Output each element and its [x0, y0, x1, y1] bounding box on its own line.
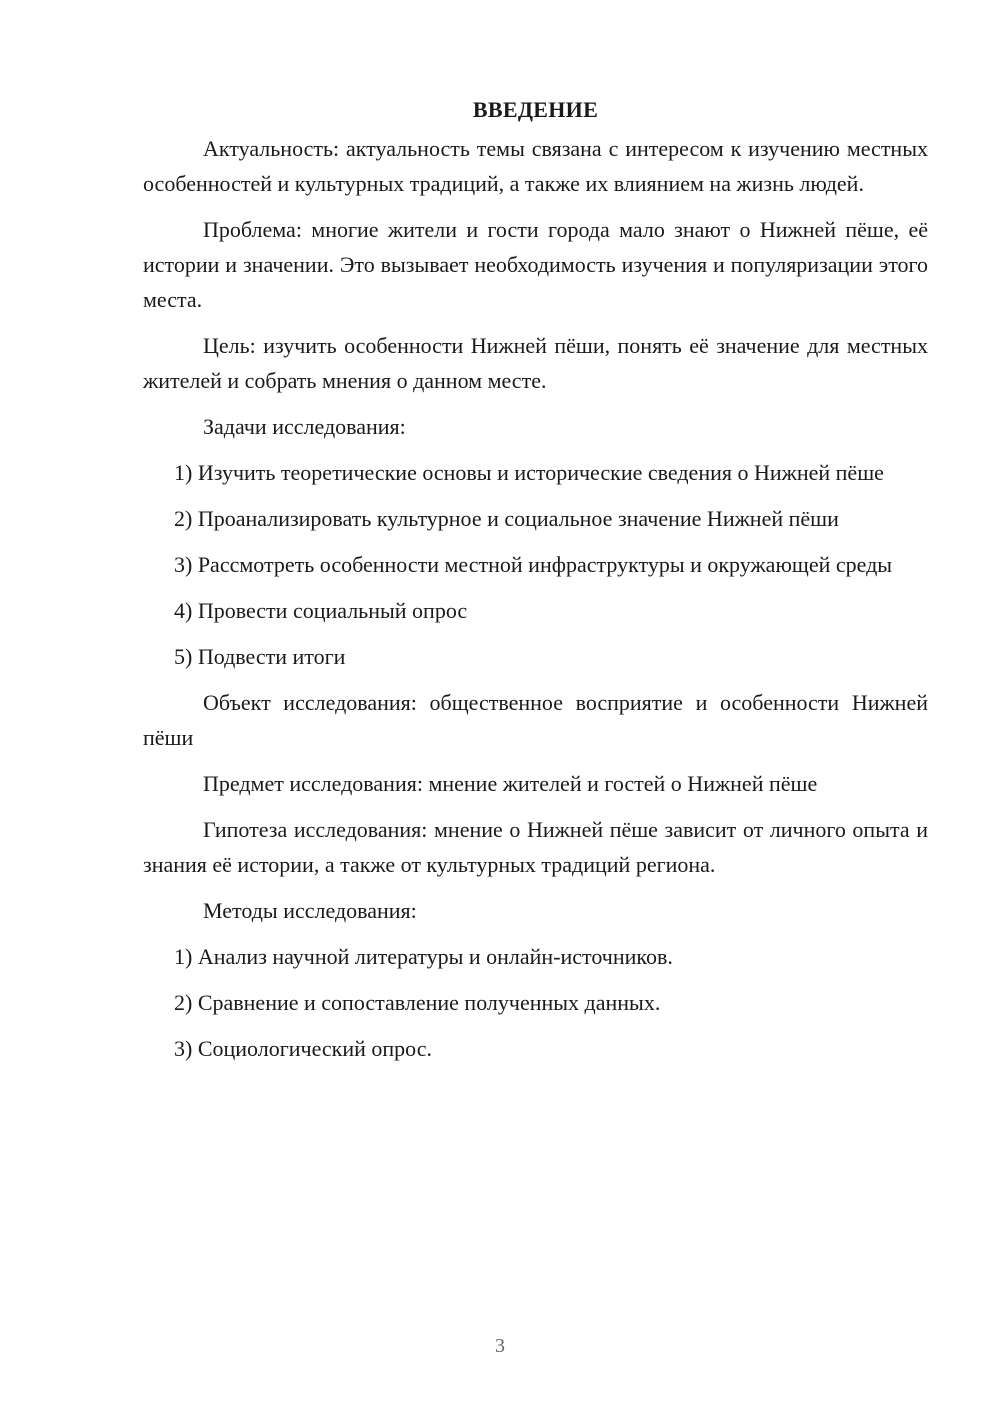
document-page — [143, 95, 928, 1077]
page-number: 3 — [495, 1335, 505, 1357]
task-item: 1) Изучить теоретические основы и исторические сведения о Нижней пёше — [174, 460, 884, 485]
goal-paragraph: Цель: изучить особенности Нижней пёши, понять её значение для местных жителей и собрать мнения о данном месте. — [143, 333, 928, 393]
tasks-heading: Задачи исследования: — [203, 414, 406, 439]
subject-paragraph: Предмет исследования: мнение жителей и гостей о Нижней пёше — [203, 771, 818, 796]
object-paragraph: Объект исследования: общественное восприятие и особенности Нижней пёши — [143, 690, 928, 750]
method-item: 1) Анализ научной литературы и онлайн-источников. — [174, 944, 673, 969]
relevance-paragraph: Актуальность: актуальность темы связана с интересом к изучению местных особенностей и культурных традиций, а также их влиянием на жизнь людей. — [143, 136, 928, 196]
section-title: ВВЕДЕНИЕ — [472, 97, 599, 122]
task-item: 2) Проанализировать культурное и социальное значение Нижней пёши — [174, 506, 839, 531]
method-item: 2) Сравнение и сопоставление полученных данных. — [174, 990, 661, 1015]
methods-heading: Методы исследования: — [203, 898, 417, 923]
task-item: 5) Подвести итоги — [174, 644, 346, 669]
hypothesis-paragraph: Гипотеза исследования: мнение о Нижней пёше зависит от личного опыта и знания её истории, а также от культурных традиций региона. — [143, 817, 928, 877]
problem-paragraph: Проблема: многие жители и гости города мало знают о Нижней пёше, её истории и значении. Это вызывает необходимость изучения и популяризации этого места. — [143, 217, 928, 312]
method-item: 3) Социологический опрос. — [174, 1036, 432, 1061]
task-item: 4) Провести социальный опрос — [174, 598, 468, 623]
task-item: 3) Рассмотреть особенности местной инфраструктуры и окружающей среды — [174, 552, 893, 577]
